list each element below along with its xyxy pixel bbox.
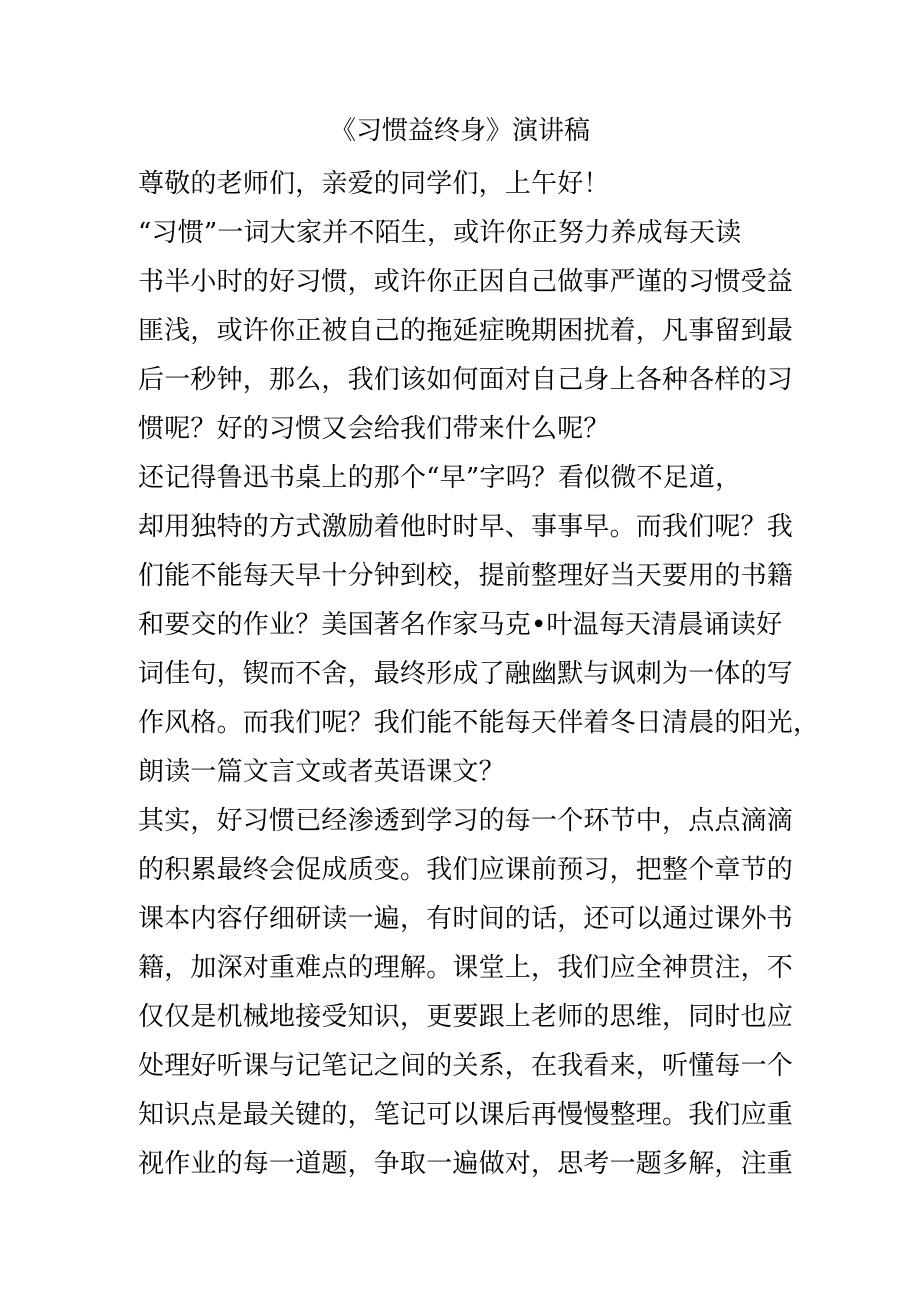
text-line: 的积累最终会促成质变。我们应课前预习，把整个章节的: [138, 855, 794, 885]
text-line: 和要交的作业？美国著名作家马克•叶温每天清晨诵读好: [138, 610, 783, 640]
text-line: 课本内容仔细研读一遍，有时间的话，还可以通过课外书: [138, 904, 794, 934]
text-line: 处理好听课与记笔记之间的关系，在我看来，听懂每一个: [138, 1051, 794, 1081]
text-line: 词佳句，锲而不舍，最终形成了融幽默与讽刺为一体的写: [138, 659, 794, 689]
text-line: 匪浅，或许你正被自己的拖延症晚期困扰着，凡事留到最: [138, 316, 794, 346]
text-line: 籍，加深对重难点的理解。课堂上，我们应全神贯注，不: [138, 953, 794, 983]
text-line: 作风格。而我们呢？我们能不能每天伴着冬日清晨的阳光，: [138, 708, 820, 738]
text-line: 书半小时的好习惯，或许你正因自己做事严谨的习惯受益: [138, 267, 794, 297]
text-line: 仅仅是机械地接受知识，更要跟上老师的思维，同时也应: [138, 1002, 794, 1032]
text-line: 视作业的每一道题，争取一遍做对，思考一题多解，注重: [138, 1149, 794, 1179]
text-line: 尊敬的老师们，亲爱的同学们，上午好！: [138, 169, 610, 199]
text-line: 其实，好习惯已经渗透到学习的每一个环节中，点点滴滴: [138, 806, 794, 836]
text-line: “习惯”一词大家并不陌生，或许你正努力养成每天读: [138, 218, 742, 248]
text-line: 朗读一篇文言文或者英语课文？: [138, 757, 505, 787]
text-line: 还记得鲁迅书桌上的那个“早”字吗？看似微不足道，: [138, 463, 742, 493]
text-line: 却用独特的方式激励着他时时早、事事早。而我们呢？我: [138, 512, 794, 542]
text-line: 后一秒钟，那么，我们该如何面对自己身上各种各样的习: [138, 365, 794, 395]
text-line: 们能不能每天早十分钟到校，提前整理好当天要用的书籍: [138, 561, 794, 591]
text-line: 知识点是最关键的，笔记可以课后再慢慢整理。我们应重: [138, 1100, 794, 1130]
document-title: 《习惯益终身》演讲稿: [329, 116, 590, 146]
text-line: 惯呢？好的习惯又会给我们带来什么呢？: [138, 414, 610, 444]
